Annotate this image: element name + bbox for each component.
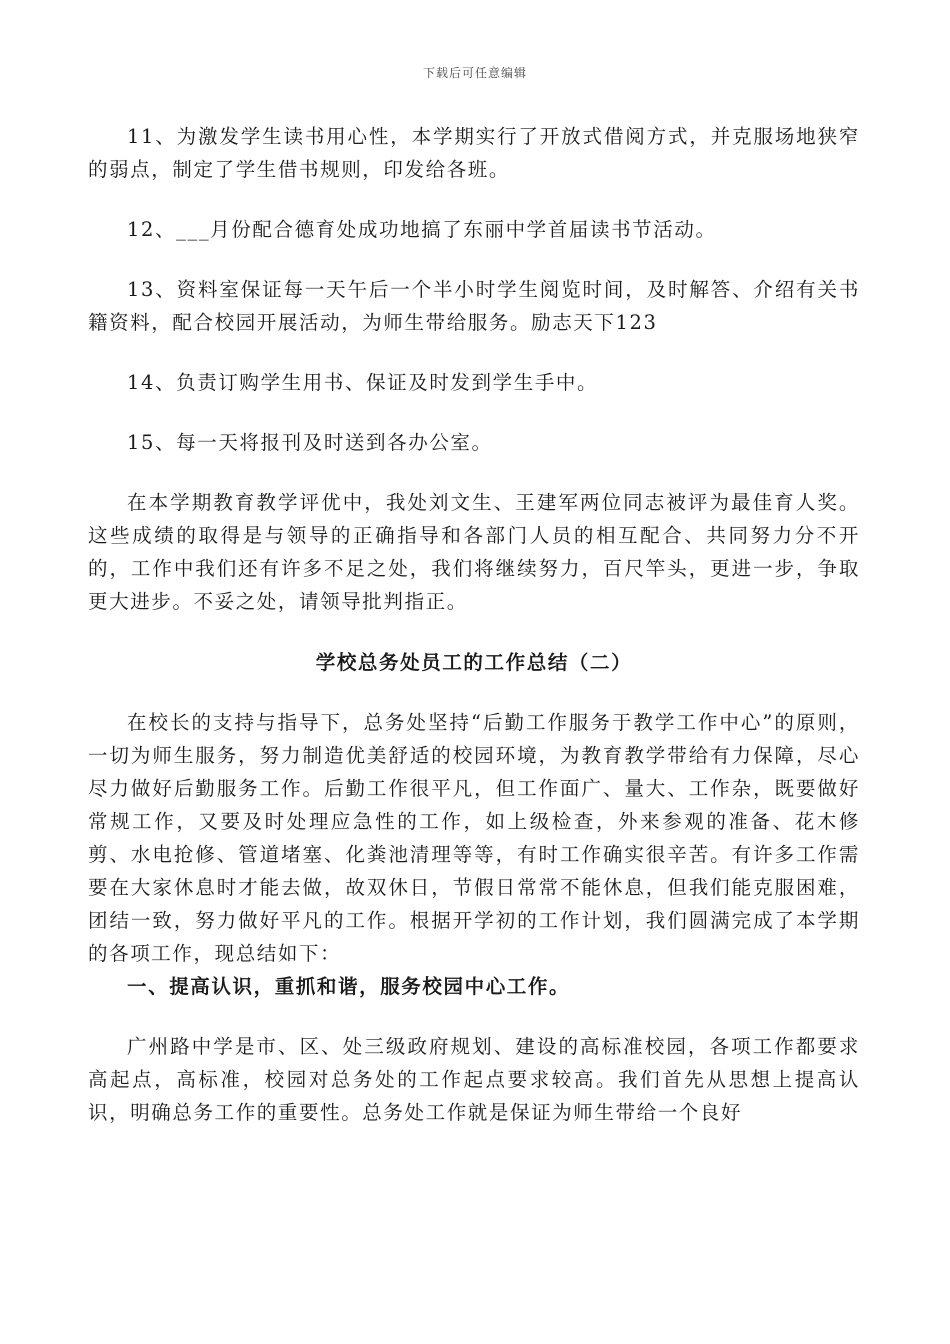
paragraph-item-13: 13、资料室保证每一天午后一个半小时学生阅览时间，及时解答、介绍有关书籍资料，配合校园开展活动，为师生带给服务。励志天下123 — [88, 278, 860, 334]
paragraph-awards: 在本学期教育教学评优中，我处刘文生、王建军两位同志被评为最佳育人奖。这些成绩的取得是与领导的正确指导和各部门人员的相互配合、共同努力分不开的，工作中我们还有许多不足之处，我们将继续努力，百尺竿头，更进一步，争取更大进步。不妥之处，请领导批判指正。 — [88, 491, 860, 613]
section-title: 学校总务处员工的工作总结（二） — [315, 651, 633, 674]
paragraph-intro: 在校长的支持与指导下，总务处坚持“后勤工作服务于教学工作中心”的原则，一切为师生服务，努力制造优美舒适的校园环境，为教育教学带给有力保障，尽心尽力做好后勤服务工作。后勤工作很平凡，但工作面广、量大、工作杂，既要做好常规工作，又要及时处理应急性的工作，如上级检查，外来参观的准备、花木修剪、水电抢修、管道堵塞、化粪池清理等等，有时工作确实很辛苦。有许多工作需要在大家休息时才能去做，故双休日，节假日常常不能休息，但我们能克服困难，团结一致，努力做好平凡的工作。根据开学初的工作计划，我们圆满完成了本学期的各项工作，现总结如下： — [88, 711, 860, 965]
header-note: 下载后可任意编辑 — [422, 66, 527, 80]
paragraph-last: 广州路中学是市、区、处三级政府规划、建设的高标准校园，各项工作都要求高起点，高标准，校园对总务处的工作起点要求较高。我们首先从思想上提高认识，明确总务工作的重要性。总务处工作就是保证为师生带给一个良好 — [88, 1035, 860, 1124]
paragraph-item-14: 14、负责订购学生用书、保证及时发到学生手中。 — [127, 371, 599, 394]
paragraph-item-11: 11、为激发学生读书用心性，本学期实行了开放式借阅方式，并克服场地狭窄的弱点，制定了学生借书规则，印发给各班。 — [88, 125, 860, 181]
paragraph-item-15: 15、每一天将报刊及时送到各办公室。 — [127, 431, 493, 454]
paragraph-item-12: 12、___月份配合德育处成功地搞了东丽中学首届读书节活动。 — [127, 218, 717, 241]
section-subheading: 一、提高认识，重抓和谐，服务校园中心工作。 — [127, 975, 571, 998]
document-body — [88, 120, 860, 1129]
